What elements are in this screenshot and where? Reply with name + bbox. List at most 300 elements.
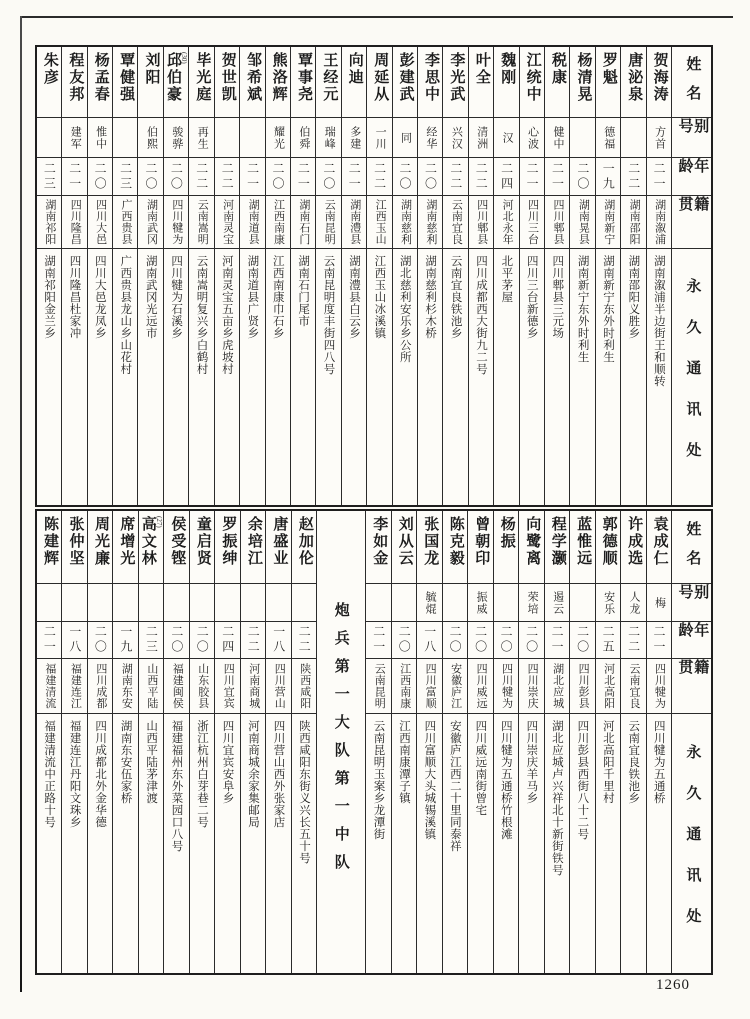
entry-native-place: 四川大邑 <box>94 199 107 245</box>
entry-address-cell <box>138 248 162 505</box>
entry-age-cell <box>647 621 671 658</box>
entry-name: 贺海涛 <box>651 52 668 103</box>
entry-age: 二二 <box>448 161 463 192</box>
entry-name: 童启贤 <box>194 516 211 567</box>
entry-alias-cell <box>366 583 390 621</box>
entry-name-cell <box>266 511 290 583</box>
entry-native-place: 四川三台 <box>526 199 539 245</box>
entry-address: 湖南祁阳金兰乡 <box>43 255 56 339</box>
entry-native-cell <box>62 195 86 248</box>
entry-name: 陈克毅 <box>447 516 464 567</box>
entry-age: 二〇 <box>169 625 184 655</box>
entry-alias-cell <box>418 117 442 157</box>
entry-name-cell <box>62 47 86 117</box>
entry-name: 余培江 <box>245 516 262 567</box>
entry-native-cell <box>139 658 163 713</box>
person-column <box>646 47 671 505</box>
entry-native-place: 四川犍为 <box>170 199 183 245</box>
header-age-cell <box>672 621 711 658</box>
entry-native-cell <box>164 658 188 713</box>
entry-age: 二二 <box>246 625 261 655</box>
entry-native-place: 湖南道县 <box>247 199 260 245</box>
entry-native-cell <box>570 195 594 248</box>
person-column <box>315 47 340 505</box>
entry-alias-cell <box>62 117 86 157</box>
entry-age-cell <box>215 157 239 195</box>
entry-alias: 心波 <box>526 125 539 150</box>
person-column <box>240 511 265 973</box>
header-column <box>671 511 711 973</box>
entry-alias-cell <box>215 583 239 621</box>
person-column <box>138 511 163 973</box>
entry-address-cell <box>266 248 290 505</box>
entry-age-cell <box>88 621 112 658</box>
entry-alias-cell <box>266 583 290 621</box>
person-column <box>518 511 543 973</box>
register-table-bottom <box>35 509 713 975</box>
entry-name: 李如金 <box>371 516 388 567</box>
entry-age-cell <box>113 621 137 658</box>
entry-age: 二〇 <box>93 625 108 655</box>
entry-native-place: 四川犍为 <box>500 663 513 709</box>
entry-address-cell <box>545 248 569 505</box>
header-native-place-cell <box>672 658 711 713</box>
entry-age: 二一 <box>550 625 565 655</box>
entry-name: 向迪 <box>346 52 363 86</box>
entry-name: 杨清晃 <box>575 52 592 103</box>
entry-native-place: 广西贵县 <box>120 199 133 245</box>
entry-address: 河南商城余家集邮局 <box>247 720 259 828</box>
entry-age-cell <box>621 621 645 658</box>
entry-address: 广西贵县龙山乡山花村 <box>119 255 132 375</box>
entry-age: 二〇 <box>473 625 488 655</box>
entry-native-place: 四川营山 <box>273 663 286 709</box>
entry-address-cell <box>367 248 391 505</box>
entry-name: 朱彦 <box>41 52 58 86</box>
entry-name-cell <box>393 47 417 117</box>
entry-address: 四川郫县三元场 <box>551 255 564 339</box>
person-column <box>265 47 290 505</box>
entry-age: 二五 <box>601 625 616 655</box>
header-name-cell <box>672 511 711 583</box>
entry-name-cell <box>443 511 467 583</box>
entry-age: 二三 <box>42 161 57 192</box>
entry-name: 叶全 <box>473 52 490 86</box>
entry-alias-cell <box>292 583 316 621</box>
entry-alias-cell <box>596 583 620 621</box>
entry-address: 四川隆昌杜家冲 <box>68 255 81 339</box>
entry-alias-cell <box>443 117 467 157</box>
entry-address: 湖南新宁东外时利生 <box>576 255 589 363</box>
entry-age-cell <box>596 157 620 195</box>
entry-address-cell <box>392 713 416 973</box>
entry-address-cell <box>241 713 265 973</box>
person-column <box>646 511 671 973</box>
entry-address-cell <box>596 713 620 973</box>
header-age-label: 年龄 <box>676 622 709 641</box>
entry-address-cell <box>190 713 214 973</box>
entry-native-place: 湖南武冈 <box>145 199 158 245</box>
entry-address-cell <box>113 713 137 973</box>
entry-age-cell <box>113 157 137 195</box>
entry-native-cell <box>189 195 213 248</box>
entry-address-cell <box>292 713 316 973</box>
entry-name-cell <box>316 47 340 117</box>
entry-address-cell <box>266 713 290 973</box>
person-column <box>392 47 417 505</box>
entry-address-cell <box>215 713 239 973</box>
entry-address: 湖南澧县白云乡 <box>347 255 360 339</box>
entry-age: 二二 <box>626 161 641 192</box>
entry-native-cell <box>37 195 61 248</box>
entry-address: 四川犍为五通桥竹根滩 <box>499 720 512 840</box>
entry-name-cell <box>596 47 620 117</box>
entry-address-cell <box>647 248 671 505</box>
entry-alias-cell <box>647 583 671 621</box>
entry-alias-cell <box>468 583 492 621</box>
entry-address: 湖北慈利安乐乡公所 <box>398 255 411 363</box>
entry-name-cell <box>215 511 239 583</box>
person-column <box>163 511 188 973</box>
entry-name-cell <box>443 47 467 117</box>
entry-native-place: 湖南东安 <box>120 663 133 709</box>
entry-native-cell <box>621 195 645 248</box>
entry-address-cell <box>570 248 594 505</box>
entry-name: 邱伯豪 <box>164 52 181 103</box>
header-native-place-label: 籍贯 <box>676 659 709 690</box>
entry-age: 二一 <box>42 625 57 655</box>
entry-native-cell <box>138 195 162 248</box>
entry-age: 二一 <box>652 625 667 655</box>
entry-age-cell <box>266 621 290 658</box>
entry-age: 二一 <box>550 161 565 192</box>
entry-native-cell <box>520 195 544 248</box>
entry-address: 河北高阳千里村 <box>601 720 614 804</box>
entry-address-cell <box>164 248 188 505</box>
person-column <box>366 47 391 505</box>
entry-name-cell <box>138 47 162 117</box>
entry-native-place: 安徽庐江 <box>449 663 462 709</box>
scan-top-edge-line <box>20 16 733 18</box>
entry-age: 二〇 <box>93 161 108 192</box>
entry-age-cell <box>545 157 569 195</box>
entry-name-cell <box>647 47 671 117</box>
entry-native-cell <box>468 658 492 713</box>
person-column <box>620 47 645 505</box>
header-permanent-address-cell <box>672 248 711 505</box>
entry-age: 二二 <box>372 161 387 192</box>
entry-age-cell <box>37 157 61 195</box>
entry-alias-cell <box>316 117 340 157</box>
header-alias-cell <box>672 117 711 157</box>
entry-address: 湖南新宁东外时利生 <box>602 255 615 363</box>
entry-age: 二一 <box>652 161 667 192</box>
entry-age: 一九 <box>118 625 133 655</box>
header-permanent-address-label: 永久通讯处 <box>684 744 701 949</box>
entry-age-cell <box>292 621 316 658</box>
header-age-label: 年龄 <box>676 158 709 177</box>
entry-age-cell <box>342 157 366 195</box>
entry-address: 安徽庐江西二十里同泰祥 <box>448 720 461 852</box>
entry-name-cell <box>647 511 671 583</box>
entry-name-cell <box>342 47 366 117</box>
person-column <box>35 47 61 505</box>
person-column <box>163 47 188 505</box>
entry-address: 浙江杭州白芽巷二号 <box>196 720 209 828</box>
entry-address-cell <box>291 248 315 505</box>
entry-native-cell <box>494 195 518 248</box>
entry-alias-cell <box>621 117 645 157</box>
header-native-place-cell <box>672 195 711 248</box>
entry-native-place: 湖南溆浦 <box>653 199 666 245</box>
entry-age: 二〇 <box>575 161 590 192</box>
entry-alias: 一川 <box>374 125 387 150</box>
entry-native-cell <box>240 195 264 248</box>
person-column <box>137 47 162 505</box>
entry-native-cell <box>266 658 290 713</box>
entry-age: 二四 <box>220 625 235 655</box>
person-column <box>416 511 441 973</box>
entry-address-cell <box>570 713 594 973</box>
entry-age-cell <box>417 621 441 658</box>
person-column <box>214 511 239 973</box>
entry-age: 一八 <box>422 625 437 655</box>
entry-address-cell <box>520 248 544 505</box>
entry-native-cell <box>621 658 645 713</box>
entry-address: 湖南邵阳义胜乡 <box>627 255 640 339</box>
entry-native-cell <box>417 658 441 713</box>
entry-age-cell <box>545 621 569 658</box>
entry-age-cell <box>469 157 493 195</box>
entry-name-cell <box>37 47 61 117</box>
entry-native-place: 四川富顺 <box>424 663 437 709</box>
person-column <box>569 47 594 505</box>
entry-name-cell <box>596 511 620 583</box>
person-column <box>61 511 86 973</box>
entry-age-cell <box>316 157 340 195</box>
entry-alias: 伯熙 <box>145 125 158 150</box>
entry-name-cell <box>469 47 493 117</box>
entry-native-place: 四川犍为 <box>653 663 666 709</box>
entry-name-cell <box>570 47 594 117</box>
entry-address-cell <box>494 248 518 505</box>
entry-native-place: 云南嵩明 <box>196 199 209 245</box>
entry-address: 湖南道县广贤乡 <box>246 255 259 339</box>
entry-native-cell <box>215 658 239 713</box>
person-column <box>544 511 569 973</box>
entry-name-cell <box>367 47 391 117</box>
entry-address: 四川营山西外张家店 <box>272 720 285 828</box>
header-native-place-label: 籍贯 <box>676 196 709 227</box>
entry-name: 罗振绅 <box>220 516 237 567</box>
entry-name: 李思中 <box>423 52 440 103</box>
person-column <box>291 511 316 973</box>
entry-native-place: 云南昆明 <box>373 663 386 709</box>
entry-address: 湖南慈利杉木桥 <box>424 255 437 339</box>
entry-alias: 兴汉 <box>450 125 463 150</box>
entry-alias-cell <box>113 117 137 157</box>
entry-native-cell <box>291 195 315 248</box>
entry-alias-cell <box>138 117 162 157</box>
entry-age-cell <box>189 157 213 195</box>
entry-age: 二〇 <box>397 625 412 655</box>
entry-address-cell <box>88 248 112 505</box>
entry-native-place: 四川郫县 <box>551 199 564 245</box>
entry-alias-cell <box>647 117 671 157</box>
entry-address: 湖南石门尾市 <box>297 255 310 327</box>
person-column <box>595 511 620 973</box>
entry-address: 福建连江丹阳文珠乡 <box>68 720 81 828</box>
entry-name: 魏刚 <box>499 52 516 86</box>
entry-name-cell <box>418 47 442 117</box>
entry-native-place: 湖南祁阳 <box>43 199 56 245</box>
entry-address: 四川崇庆羊马乡 <box>525 720 538 804</box>
entry-address: 四川威远南街曾宅 <box>474 720 487 816</box>
entry-address: 山西平陆茅津渡 <box>145 720 158 804</box>
entry-alias-cell <box>443 583 467 621</box>
person-column <box>214 47 239 505</box>
entry-age-cell <box>367 157 391 195</box>
entry-alias: 清洲 <box>475 125 488 150</box>
entry-native-place: 四川郫县 <box>475 199 488 245</box>
entry-name-cell <box>37 511 61 583</box>
entry-alias-cell <box>241 583 265 621</box>
entry-address-cell <box>189 248 213 505</box>
entry-address-cell <box>88 713 112 973</box>
entry-address-cell <box>164 713 188 973</box>
entry-name: 高文林 <box>139 516 156 567</box>
entry-alias-cell <box>570 583 594 621</box>
entry-age-cell <box>37 621 61 658</box>
entry-native-place: 江西南康 <box>272 199 285 245</box>
entry-address: 云南宜良铁池乡 <box>449 255 462 339</box>
entry-name-cell <box>545 47 569 117</box>
person-column <box>188 47 213 505</box>
entry-alias: 建军 <box>69 125 82 150</box>
entry-address: 江西玉山冰溪镇 <box>373 255 386 339</box>
entry-name-cell <box>545 511 569 583</box>
entry-age-cell <box>494 621 518 658</box>
entry-age: 二一 <box>347 161 362 192</box>
entry-native-place: 四川成都 <box>94 663 107 709</box>
entry-age-cell <box>443 621 467 658</box>
entry-native-place: 四川威远 <box>475 663 488 709</box>
entry-address-cell <box>545 713 569 973</box>
entry-name-cell <box>520 47 544 117</box>
entry-alias-cell <box>367 117 391 157</box>
header-name-cell <box>672 47 711 117</box>
entry-name-cell <box>292 511 316 583</box>
entry-age-cell <box>241 621 265 658</box>
header-alias-label: 别号 <box>676 118 709 138</box>
entry-age-cell <box>596 621 620 658</box>
entry-alias: 经华 <box>424 125 437 150</box>
entry-age: 一八 <box>67 625 82 655</box>
header-column <box>671 47 711 505</box>
entry-native-cell <box>342 195 366 248</box>
entry-native-place: 福建清流 <box>43 663 56 709</box>
entry-name: 罗魁 <box>600 52 617 86</box>
entry-age: 二二 <box>194 161 209 192</box>
entry-native-place: 云南昆明 <box>323 199 336 245</box>
person-column <box>519 47 544 505</box>
entry-alias-cell <box>37 117 61 157</box>
entry-name: 唐盛业 <box>271 516 288 567</box>
entry-address-cell <box>443 713 467 973</box>
entry-native-place: 湖南新宁 <box>602 199 615 245</box>
entry-native-place: 湖北应城 <box>551 663 564 709</box>
entry-native-cell <box>519 658 543 713</box>
person-column <box>620 511 645 973</box>
entry-age-cell <box>62 621 86 658</box>
entry-native-place: 湖南晃县 <box>577 199 590 245</box>
entry-native-place: 湖南邵阳 <box>628 199 641 245</box>
entry-age-cell <box>266 157 290 195</box>
entry-age-cell <box>190 621 214 658</box>
entry-address-cell <box>215 248 239 505</box>
entry-native-place: 湖南澧县 <box>348 199 361 245</box>
entry-age: 二〇 <box>524 625 539 655</box>
entry-address-cell <box>468 713 492 973</box>
entry-address-cell <box>316 248 340 505</box>
entry-alias-cell <box>393 117 417 157</box>
entry-age: 二〇 <box>398 161 413 192</box>
entry-name-cell <box>139 511 163 583</box>
entry-name: 郭德顺 <box>600 516 617 567</box>
person-column <box>365 511 390 973</box>
person-column <box>442 47 467 505</box>
entry-address-cell <box>139 713 163 973</box>
entry-name-cell <box>621 47 645 117</box>
entry-native-place: 福建连江 <box>69 663 82 709</box>
entry-alias-cell <box>342 117 366 157</box>
entry-native-place: 湖南慈利 <box>399 199 412 245</box>
person-column <box>341 47 366 505</box>
entry-native-cell <box>443 658 467 713</box>
entry-name: 张国龙 <box>422 516 439 567</box>
entry-address: 湖南东安伍家桥 <box>119 720 132 804</box>
entry-age-cell <box>520 157 544 195</box>
entry-name: 刘阳 <box>143 52 160 86</box>
entry-native-cell <box>113 658 137 713</box>
entry-age: 二二 <box>220 161 235 192</box>
entry-note: (27) <box>154 516 163 528</box>
entry-age: 二一 <box>245 161 260 192</box>
scan-left-gutter-line <box>20 16 22 992</box>
entry-alias: 荣培 <box>526 590 539 615</box>
entry-age-cell <box>366 621 390 658</box>
entry-native-place: 四川崇庆 <box>526 663 539 709</box>
entry-alias: 振威 <box>475 590 488 615</box>
entry-age-cell <box>443 157 467 195</box>
entry-native-place: 河北永年 <box>501 199 514 245</box>
entry-address: 云南昆明玉案乡龙潭街 <box>372 720 385 840</box>
entry-age-cell <box>215 621 239 658</box>
entry-native-place: 四川隆昌 <box>69 199 82 245</box>
header-name-label: 姓名 <box>684 520 701 579</box>
entry-alias: 多建 <box>348 125 361 150</box>
entry-name-cell <box>88 511 112 583</box>
entry-name: 杨孟春 <box>92 52 109 103</box>
person-column <box>544 47 569 505</box>
entry-native-cell <box>596 658 620 713</box>
entry-address: 福建福州东外菜园口八号 <box>170 720 183 852</box>
entry-age-cell <box>647 157 671 195</box>
entry-name-cell <box>113 47 137 117</box>
unit-divider-label: 炮兵第一大队第一中队 <box>332 602 349 882</box>
entry-native-cell <box>292 658 316 713</box>
entry-alias-cell <box>37 583 61 621</box>
